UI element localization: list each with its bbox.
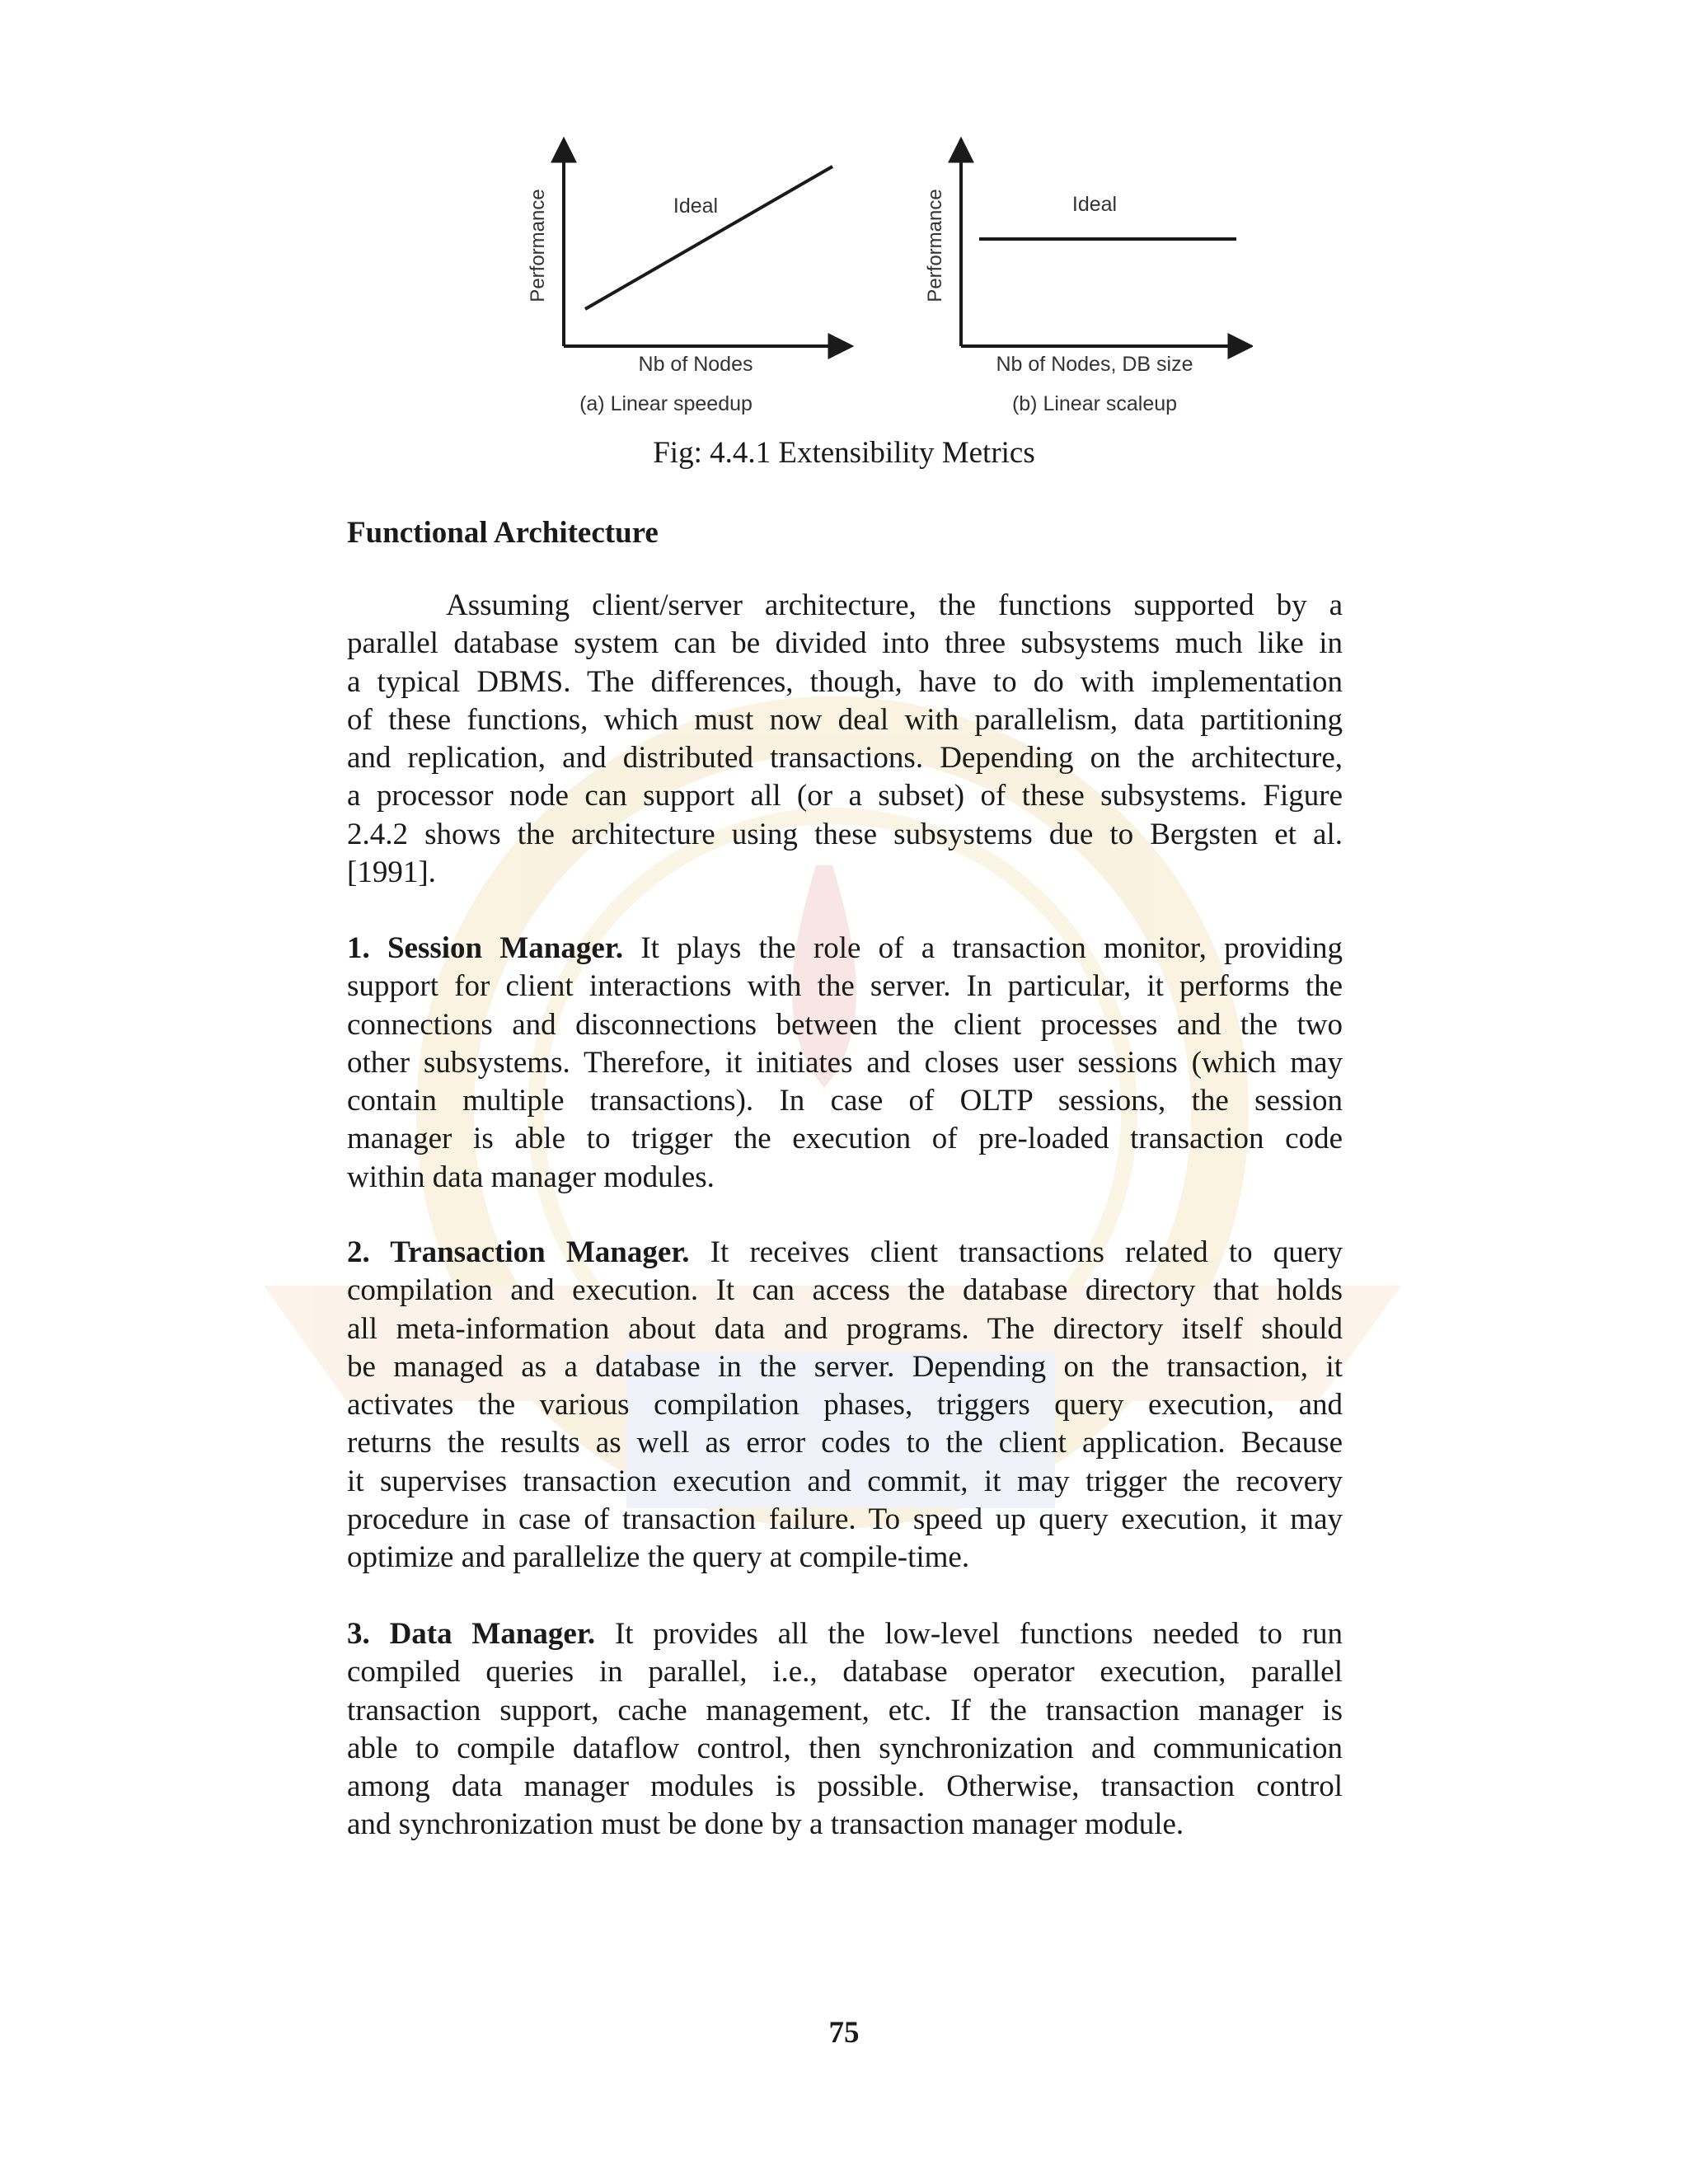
item-line: manager is able to trigger the execution of pre-loaded transaction code	[347, 1122, 1343, 1156]
intro-line: parallel database system can be divided into three subsystems much like in	[347, 626, 1343, 661]
item-line: transaction support, cache management, etc. If the transaction manager is	[347, 1693, 1343, 1727]
panel-a-linear-speedup	[527, 142, 849, 415]
item-line: among data manager modules is possible. Otherwise, transaction control	[347, 1769, 1343, 1804]
panel-b-linear-scaleup	[924, 142, 1249, 415]
panel-a-curve-label: Ideal	[673, 194, 719, 218]
item-first-line-text: It provides all the low-level functions needed to run	[595, 1617, 1343, 1651]
transaction-manager-paragraph	[347, 1234, 1343, 1577]
panel-b-sub-caption: (b) Linear scaleup	[1011, 392, 1178, 415]
panel-b-curve-label: Ideal	[1071, 193, 1118, 216]
panel-a-y-label: Performance	[527, 189, 549, 302]
item-first-line-text: It plays the role of a transaction monitor, providing	[623, 931, 1343, 965]
panel-b-x-label: Nb of Nodes, DB size	[996, 353, 1193, 376]
item-first-line	[347, 1615, 1343, 1653]
item-line: contain multiple transactions). In case of OLTP sessions, the session	[347, 1084, 1343, 1118]
item-term: 3. Data Manager.	[347, 1617, 596, 1651]
item-line: all meta-information about data and programs. The directory itself should	[347, 1311, 1343, 1346]
intro-line: a processor node can support all (or a subset) of these subsystems. Figure	[347, 779, 1343, 813]
page-number: 75	[828, 2016, 860, 2050]
item-line: procedure in case of transaction failure. To speed up query execution, it may	[347, 1502, 1343, 1537]
item-line: returns the results as well as error codes to the client application. Because	[347, 1426, 1343, 1460]
intro-paragraph	[347, 587, 1343, 892]
figure-svg	[495, 124, 1253, 437]
item-first-line	[347, 930, 1343, 968]
item-line: compiled queries in parallel, i.e., database operator execution, parallel	[347, 1655, 1343, 1690]
intro-line: [1991].	[347, 855, 436, 890]
item-line: support for client interactions with the server. In particular, it performs the	[347, 969, 1343, 1004]
extensibility-figure	[495, 124, 1253, 437]
item-line: activates the various compilation phases, triggers query execution, and	[347, 1388, 1343, 1422]
item-first-line-text: It receives client transactions related to query	[689, 1235, 1343, 1269]
item-line: connections and disconnections between the client processes and the two	[347, 1007, 1343, 1042]
intro-line: Assuming client/server architecture, the functions supported by a	[446, 588, 1343, 622]
item-line: it supervises transaction execution and commit, it may trigger the recovery	[347, 1464, 1343, 1498]
data-manager-paragraph	[347, 1615, 1343, 1844]
item-line: other subsystems. Therefore, it initiates and closes user sessions (which may	[347, 1045, 1343, 1080]
item-line: compilation and execution. It can access the database directory that holds	[347, 1273, 1343, 1308]
panel-a-sub-caption: (a) Linear speedup	[579, 392, 753, 415]
item-line: able to compile dataflow control, then synchronization and communication	[347, 1731, 1343, 1765]
item-line: and synchronization must be done by a transaction manager module.	[347, 1807, 1184, 1842]
session-manager-paragraph	[347, 930, 1343, 1197]
item-line: optimize and parallelize the query at compile-time.	[347, 1540, 970, 1575]
intro-line: a typical DBMS. The differences, though, have to do with implementation	[347, 664, 1343, 699]
section-heading: Functional Architecture	[347, 516, 659, 550]
item-term: 1. Session Manager.	[347, 931, 624, 965]
item-line: be managed as a database in the server. Depending on the transaction, it	[347, 1349, 1343, 1384]
item-term: 2. Transaction Manager.	[347, 1235, 690, 1269]
panel-a-ideal-line	[585, 166, 832, 309]
intro-line: 2.4.2 shows the architecture using these subsystems due to Bergsten et al.	[347, 817, 1343, 851]
figure-caption: Fig: 4.4.1 Extensibility Metrics	[653, 436, 1035, 470]
panel-b-y-label: Performance	[924, 189, 946, 302]
intro-line: and replication, and distributed transactions. Depending on the architecture,	[347, 741, 1343, 776]
item-first-line	[347, 1234, 1343, 1272]
panel-a-x-label: Nb of Nodes	[638, 353, 753, 376]
item-line: within data manager modules.	[347, 1160, 715, 1194]
intro-line: of these functions, which must now deal with parallelism, data partitioning	[347, 702, 1343, 737]
